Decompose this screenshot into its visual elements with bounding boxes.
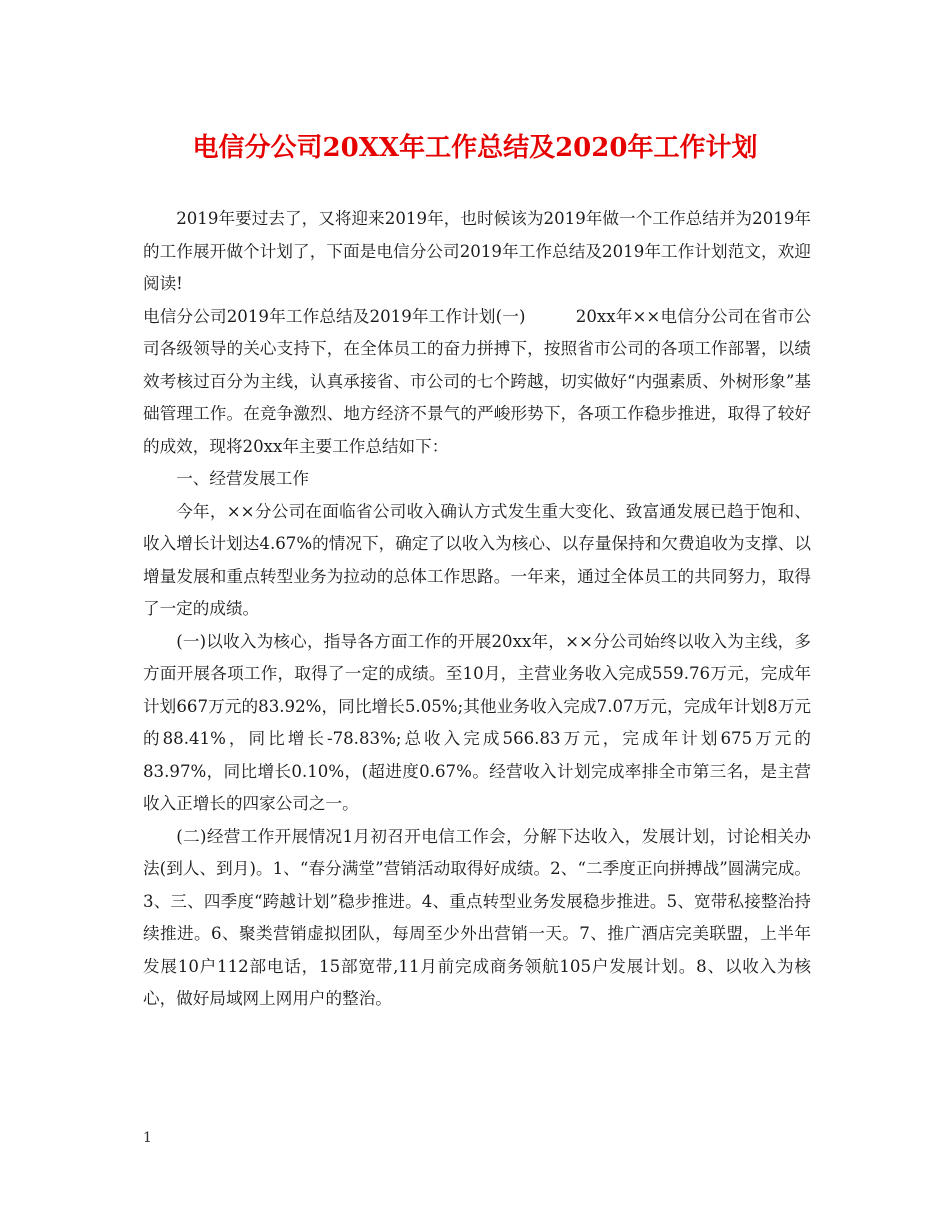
body-paragraph: (一)以收入为核心，指导各方面工作的开展20xx年，××分公司始终以收入为主线，多方面开展各项工作，取得了一定的成绩。至10月，主营业务收入完成559.76万元，完成年计划667万元的83.92%，同比增长5.05%;其他业务收入完成7.07万元，完成年计划8万元的88.41%，同比增长-78.83%;总收入完成566.83万元，完成年计划675万元的83.97%，同比增长0.10%，(超进度0.67%。经营收入计划完成率排全市第三名，是主营收入正增长的四家公司之一。	[143, 631, 811, 813]
section-heading-paragraph: 电信分公司2019年工作总结及2019年工作计划(一) 20xx年××电信分公司在省市公司各级领导的关心支持下，在全体员工的奋力拼搏下，按照省市公司的各项工作部署，以绩效考核过百分为主线，认真承接省、市公司的七个跨越，切实做好“内强素质、外树形象”基础管理工作。在竞争激烈、地方经济不景气的严峻形势下，各项工作稳步推进，取得了较好的成效，现将20xx年主要工作总结如下：	[143, 306, 811, 456]
body-paragraph: (二)经营工作开展情况1月初召开电信工作会，分解下达收入，发展计划，讨论相关办法(到人、到月)。1、“春分满堂”营销活动取得好成绩。2、“二季度正向拼搏战”圆满完成。3、三、四季度“跨越计划”稳步推进。4、重点转型业务发展稳步推进。5、宽带私接整治持续推进。6、聚类营销虚拟团队，每周至少外出营销一天。7、推广酒店完美联盟，上半年发展10户112部电话，15部宽带,11月前完成商务领航105户发展计划。8、以收入为核心，做好局域网上网用户的整治。	[143, 826, 811, 1008]
document-title: 电信分公司20XX年工作总结及2020年工作计划	[192, 133, 758, 163]
body-paragraph: 今年，××分公司在面临省公司收入确认方式发生重大变化、致富通发展已趋于饱和、收入增长计划达4.67%的情况下，确定了以收入为核心、以存量保持和欠费追收为支撑、以增量发展和重点转型业务为拉动的总体工作思路。一年来，通过全体员工的共同努力，取得了一定的成绩。	[143, 501, 811, 618]
page-number: 1	[143, 1130, 152, 1146]
subsection-heading: 一、经营发展工作	[176, 469, 309, 488]
intro-paragraph: 2019年要过去了，又将迎来2019年，也时候该为2019年做一个工作总结并为2019年的工作展开做个计划了，下面是电信分公司2019年工作总结及2019年工作计划范文，欢迎阅读!	[143, 209, 811, 293]
document-body	[143, 203, 811, 1016]
